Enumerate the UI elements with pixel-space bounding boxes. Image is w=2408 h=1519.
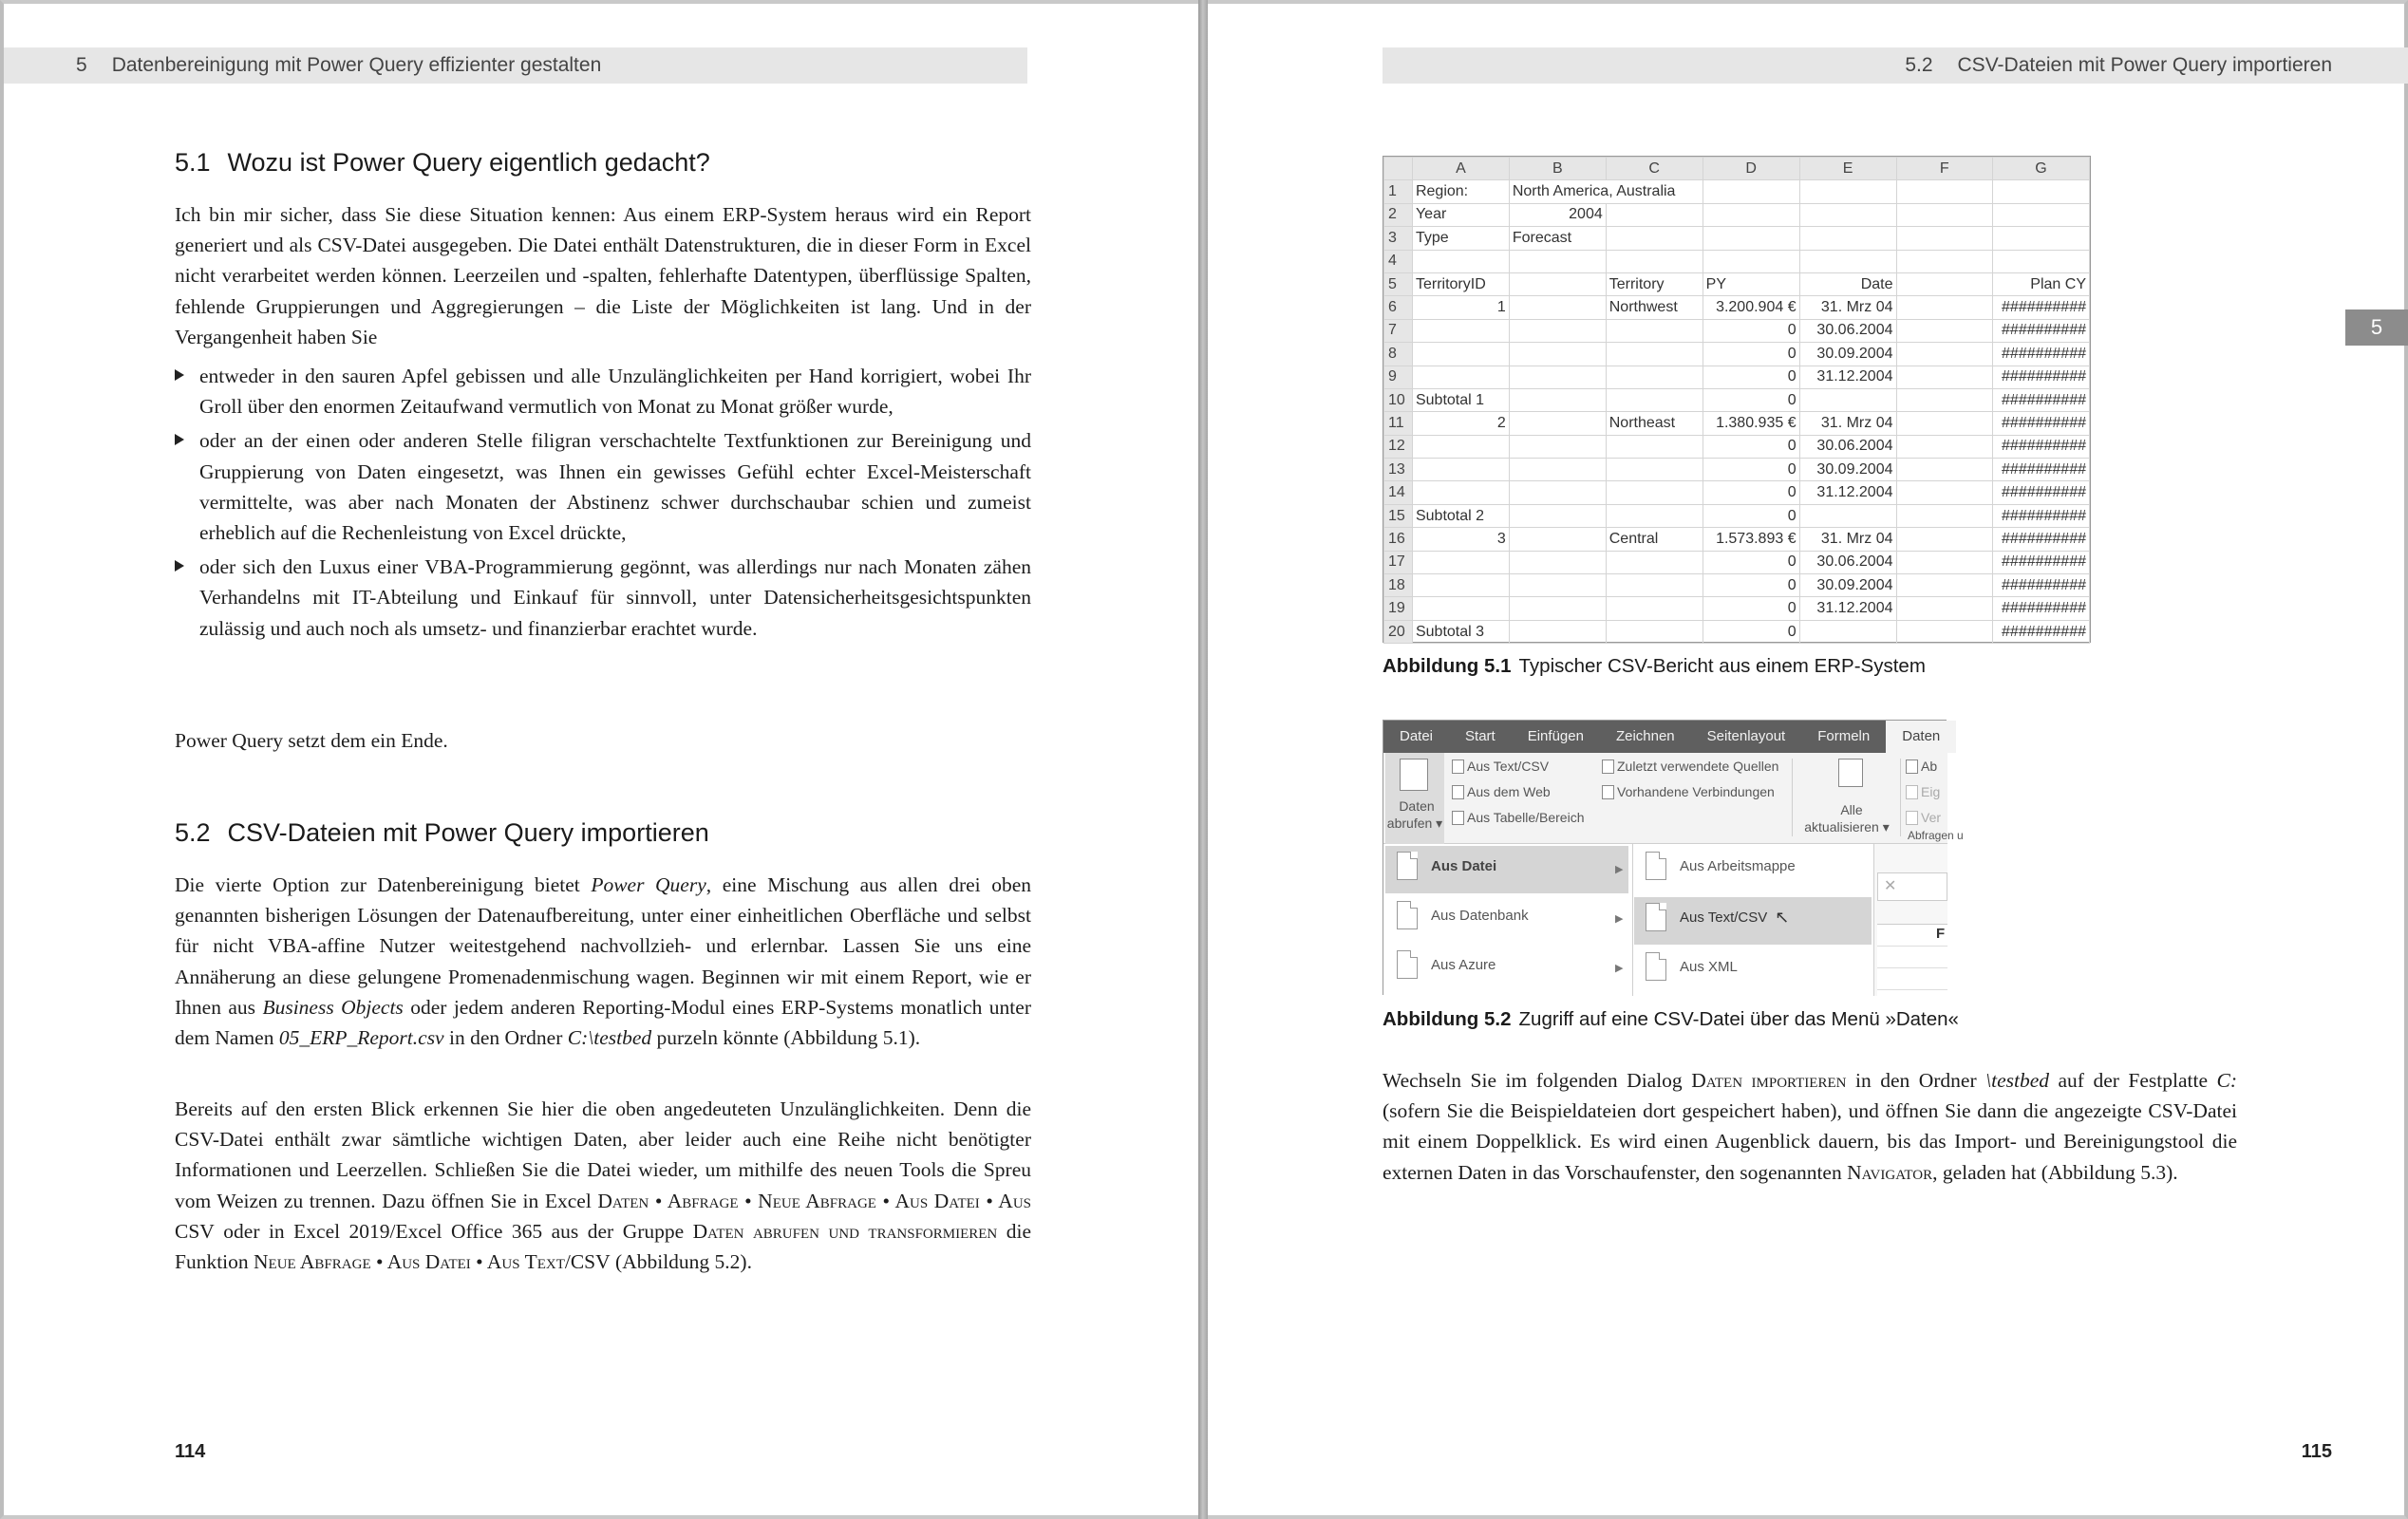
from-web-command[interactable]: Aus dem Web	[1452, 784, 1551, 799]
cell	[1412, 551, 1509, 573]
column-header: B	[1509, 158, 1606, 180]
row-header: 14	[1384, 481, 1413, 504]
row-header: 15	[1384, 504, 1413, 527]
ribbon-group-divider	[1900, 759, 1901, 836]
bullet-text: entweder in den sauren Apfel gebissen und alle Unzulänglichkeiten per Hand korrigiert, wobei Ihr Groll über den enormen Zeitaufwand vermutlich von Monat zu Monat größer wurde,	[199, 365, 1031, 419]
ribbon-tab-bar	[1383, 721, 1947, 753]
spreadsheet-row	[1384, 272, 2090, 295]
cell: 31.12.2004	[1799, 597, 1896, 620]
corner-cell	[1384, 158, 1413, 180]
running-head-section-number: 5.2	[1905, 54, 1933, 76]
cell	[1992, 203, 2089, 226]
emphasis: Business Objects	[262, 995, 404, 1019]
closing-paragraph: Power Query setzt dem ein Ende.	[175, 729, 448, 752]
cell: 30.06.2004	[1799, 319, 1896, 342]
spreadsheet-row	[1384, 459, 2090, 481]
row-header: 7	[1384, 319, 1413, 342]
cell	[1896, 366, 1992, 388]
right-page	[1208, 0, 2408, 1519]
cell	[1799, 504, 1896, 527]
row-header: 4	[1384, 250, 1413, 272]
cell	[1606, 620, 1703, 643]
cell	[1606, 435, 1703, 458]
cell: 0	[1703, 574, 1799, 597]
spreadsheet-row	[1384, 620, 2090, 643]
cell	[1606, 459, 1703, 481]
cell	[1606, 250, 1703, 272]
properties-icon	[1906, 785, 1918, 799]
column-header: D	[1703, 158, 1799, 180]
ribbon-tab-datei[interactable]: Datei	[1400, 728, 1434, 744]
menu-item-from-database[interactable]: Aus Datenbank	[1397, 901, 1529, 929]
from-table-range-command[interactable]: Aus Tabelle/Bereich	[1452, 810, 1584, 825]
submenu-arrow-icon: ▶	[1615, 913, 1624, 925]
bullet-triangle-icon	[175, 560, 184, 572]
page-number-left: 114	[175, 1441, 206, 1462]
folder-path: C:\testbed	[567, 1026, 652, 1050]
row-header: 10	[1384, 388, 1413, 411]
cell	[1412, 574, 1509, 597]
cell	[1896, 597, 1992, 620]
cell: 0	[1703, 551, 1799, 573]
cell	[1799, 180, 1896, 203]
spreadsheet-row	[1384, 597, 2090, 620]
row-header: 8	[1384, 343, 1413, 366]
cell	[1896, 481, 1992, 504]
cell	[1509, 504, 1606, 527]
ribbon-group-divider	[1792, 759, 1793, 836]
cell	[1703, 203, 1799, 226]
cell: ##########	[1992, 366, 2089, 388]
spreadsheet-row	[1384, 435, 2090, 458]
cell	[1606, 343, 1703, 366]
bullet-item	[175, 552, 1031, 644]
spreadsheet-row	[1384, 388, 2090, 411]
cell: 1.573.893 €	[1703, 528, 1799, 551]
cell: 2004	[1509, 203, 1606, 226]
cell	[1606, 597, 1703, 620]
spreadsheet-row	[1384, 504, 2090, 527]
cell	[1703, 227, 1799, 250]
cell: Subtotal 3	[1412, 620, 1509, 643]
column-header-cutoff: F	[1936, 926, 1946, 942]
cell: 0	[1703, 481, 1799, 504]
azure-icon	[1397, 950, 1418, 979]
cell	[1606, 203, 1703, 226]
cell	[1509, 250, 1606, 272]
cell: 0	[1703, 343, 1799, 366]
cell: 0	[1703, 388, 1799, 411]
cell	[1509, 620, 1606, 643]
cell	[1509, 343, 1606, 366]
figure-caption-5-2	[1383, 1008, 1959, 1031]
cell: 31. Mrz 04	[1799, 528, 1896, 551]
table-icon	[1452, 811, 1464, 825]
menu-item-from-file[interactable]: Aus Datei	[1397, 852, 1496, 880]
menu-path: Neue Abfrage • Aus Datei • Aus Text/CSV	[254, 1250, 611, 1274]
cell	[1896, 343, 1992, 366]
cell	[1896, 388, 1992, 411]
submenu-arrow-icon: ▶	[1615, 864, 1624, 875]
spreadsheet-row	[1384, 319, 2090, 342]
cell: Territory	[1606, 272, 1703, 295]
cell	[1509, 319, 1606, 342]
recent-sources-icon	[1602, 760, 1614, 774]
cell: 0	[1703, 504, 1799, 527]
cell	[1606, 319, 1703, 342]
cell	[1412, 343, 1509, 366]
cell: ##########	[1992, 459, 2089, 481]
chapter-thumb-index: 5	[2345, 309, 2408, 346]
cell: Region:	[1412, 180, 1509, 203]
cell: Northeast	[1606, 412, 1703, 435]
cell	[1896, 459, 1992, 481]
refresh-all-label-2[interactable]: aktualisieren ▾	[1804, 819, 1890, 835]
cell	[1896, 296, 1992, 319]
row-header: 2	[1384, 203, 1413, 226]
formula-bar-cancel-icon[interactable]: ✕	[1877, 872, 1947, 901]
spreadsheet-row	[1384, 528, 2090, 551]
cell: TerritoryID	[1412, 272, 1509, 295]
database-icon	[1400, 759, 1428, 791]
cell	[1896, 319, 1992, 342]
column-header: E	[1799, 158, 1896, 180]
figure-spreadsheet	[1383, 156, 2091, 643]
cell	[1509, 388, 1606, 411]
folder-path: \testbed	[1985, 1069, 2050, 1092]
section-number: 5.2	[175, 818, 211, 847]
file-icon	[1397, 852, 1418, 880]
cell	[1509, 481, 1606, 504]
spreadsheet-row	[1384, 551, 2090, 573]
cell: Subtotal 1	[1412, 388, 1509, 411]
cell: Central	[1606, 528, 1703, 551]
ribbon-tab-zeichnen[interactable]: Zeichnen	[1615, 728, 1675, 744]
cell	[1992, 250, 2089, 272]
spreadsheet-row	[1384, 180, 2090, 203]
drive-letter: C:	[2216, 1069, 2238, 1092]
column-header: F	[1896, 158, 1992, 180]
cell: 30.09.2004	[1799, 343, 1896, 366]
spreadsheet-row	[1384, 227, 2090, 250]
cell	[1896, 203, 1992, 226]
row-header: 19	[1384, 597, 1413, 620]
cell	[1992, 180, 2089, 203]
queries-group-label: Abfragen u	[1908, 829, 1964, 842]
cell	[1606, 481, 1703, 504]
section-heading-5-1	[175, 148, 710, 178]
cell	[1896, 504, 1992, 527]
section-heading-5-2	[175, 818, 709, 848]
excel-workbook-icon	[1646, 852, 1666, 880]
cell: 30.09.2004	[1799, 459, 1896, 481]
bullet-list	[175, 361, 1031, 647]
figure-caption-text: Zugriff auf eine CSV-Datei über das Menü »Daten«	[1518, 1008, 1959, 1030]
row-header: 13	[1384, 459, 1413, 481]
cell: ##########	[1992, 412, 2089, 435]
cell	[1412, 597, 1509, 620]
window-name: Navigator	[1847, 1160, 1933, 1184]
cell	[1412, 435, 1509, 458]
links-icon	[1906, 811, 1918, 825]
left-page	[0, 0, 1202, 1519]
cell	[1509, 272, 1606, 295]
cell: 31.12.2004	[1799, 366, 1896, 388]
refresh-all-label-1[interactable]: Alle	[1840, 802, 1863, 817]
cell	[1703, 250, 1799, 272]
figure-label: Abbildung 5.2	[1383, 1008, 1512, 1030]
section-title: CSV-Dateien mit Power Query importieren	[227, 818, 709, 847]
paragraph-instructions: Bereits auf den ersten Blick erkennen Sie hier die oben angedeuteten Unzulänglichkeiten. Denn die CSV-Datei enthält zwar sämtliche wichtigen Daten, aber leider auch eine Reihe nicht benötigter Informationen und Leerzellen. Schließen Sie die Datei wieder, um mithilfe des neuen Tools die Spreu vom Weizen zu trennen. Dazu öffnen Sie in Excel Daten • Abfrage • Neue Abfrage • Aus Datei • Aus CSV oder in Excel 2019/Excel Office 365 aus der Gruppe Daten abrufen und transformieren die Funktion Neue Abfrage • Aus Datei • Aus Text/CSV (Abbildung 5.2).	[175, 1097, 1032, 1274]
bullet-item	[175, 361, 1031, 422]
cell: North America, Australia	[1509, 180, 1703, 203]
cell: Type	[1412, 227, 1509, 250]
bullet-text: oder sich den Luxus einer VBA-Programmierung gegönnt, was allerdings nur nach Monaten zähen Verhandelns mit IT-Abteilung und Einkauf für sinnvoll, unter Datensicherheitsgesichtspunkten zulässig und auch noch als umsetz- und finanzierbar erachtet wurde.	[199, 555, 1031, 640]
recent-sources-command[interactable]: Zuletzt verwendete Quellen	[1602, 759, 1778, 774]
cell: 0	[1703, 597, 1799, 620]
cell: Plan CY	[1992, 272, 2089, 295]
get-data-label-1: Daten	[1399, 798, 1435, 814]
cell	[1509, 597, 1606, 620]
spreadsheet-grid	[1383, 157, 2090, 644]
queries-connections-command[interactable]: Ab	[1906, 759, 1937, 774]
cell	[1509, 366, 1606, 388]
queries-icon	[1906, 760, 1918, 774]
cell	[1412, 366, 1509, 388]
cell: ##########	[1992, 597, 2089, 620]
refresh-all-icon	[1838, 759, 1863, 787]
cell: 0	[1703, 319, 1799, 342]
running-head-chapter-number: 5	[76, 54, 87, 76]
ribbon-tab-formeln[interactable]: Formeln	[1817, 728, 1871, 744]
cell: 1	[1412, 296, 1509, 319]
submenu-item-from-xml[interactable]: Aus XML	[1646, 952, 1738, 981]
cell: ##########	[1992, 504, 2089, 527]
spreadsheet-row	[1384, 296, 2090, 319]
figure-caption-text: Typischer CSV-Bericht aus einem ERP-System	[1518, 655, 1926, 677]
xml-file-icon	[1646, 952, 1666, 981]
text-file-icon	[1646, 903, 1666, 931]
cell: Date	[1799, 272, 1896, 295]
cell	[1509, 435, 1606, 458]
page-number-right: 115	[2301, 1441, 2332, 1462]
menu-group: Daten abrufen und transformieren	[692, 1219, 998, 1243]
bullet-text: oder an der einen oder anderen Stelle filigran verschachtelte Textfunktionen zur Bereinigung und Gruppierung von Daten eingesetzt, was Ihnen ein gewisses Gefühl echter Excel-Meisterschaft vermittelte, was aber nach Monaten der Abstinenz schwer durchschaubar schien und zumeist erheblich auf die Rechenleistung von Excel drückte,	[199, 429, 1031, 545]
cell	[1896, 435, 1992, 458]
get-data-dropdown	[1383, 844, 1947, 996]
cell	[1509, 296, 1606, 319]
cell	[1799, 620, 1896, 643]
dialog-name: Daten importieren	[1691, 1069, 1847, 1092]
cell	[1606, 388, 1703, 411]
cell: Forecast	[1509, 227, 1606, 250]
mouse-cursor-icon: ↖	[1775, 907, 1790, 927]
ribbon-tab-start[interactable]: Start	[1465, 728, 1496, 744]
row-header: 12	[1384, 435, 1413, 458]
cell: Year	[1412, 203, 1509, 226]
running-head-right	[1383, 47, 2408, 84]
row-header: 16	[1384, 528, 1413, 551]
cell: 31. Mrz 04	[1799, 412, 1896, 435]
cell: PY	[1703, 272, 1799, 295]
from-text-csv-command[interactable]: Aus Text/CSV	[1452, 759, 1549, 774]
figure-caption-5-1	[1383, 655, 1926, 678]
cell: Subtotal 2	[1412, 504, 1509, 527]
running-head-left	[4, 47, 1027, 84]
cell: 30.09.2004	[1799, 574, 1896, 597]
cell: ##########	[1992, 620, 2089, 643]
cell: 3	[1412, 528, 1509, 551]
cell: ##########	[1992, 435, 2089, 458]
cell: 0	[1703, 620, 1799, 643]
spreadsheet-body	[1384, 180, 2090, 644]
cell	[1412, 481, 1509, 504]
spreadsheet-row	[1384, 343, 2090, 366]
spreadsheet-row	[1384, 203, 2090, 226]
running-head-chapter-title: Datenbereinigung mit Power Query effizienter gestalten	[111, 54, 602, 76]
cell: 0	[1703, 459, 1799, 481]
cell: ##########	[1992, 343, 2089, 366]
cell	[1799, 227, 1896, 250]
get-data-label-2: abrufen ▾	[1386, 816, 1443, 831]
cell	[1412, 250, 1509, 272]
existing-connections-command[interactable]: Vorhandene Verbindungen	[1602, 784, 1775, 799]
figure-label: Abbildung 5.1	[1383, 655, 1512, 677]
section-number: 5.1	[175, 148, 211, 177]
emphasis: Power Query	[591, 873, 706, 896]
database-icon	[1397, 901, 1418, 929]
cell	[1606, 504, 1703, 527]
cell	[1896, 227, 1992, 250]
row-header: 9	[1384, 366, 1413, 388]
cell	[1896, 180, 1992, 203]
section-title: Wozu ist Power Query eigentlich gedacht?	[227, 148, 710, 177]
bullet-item	[175, 425, 1031, 548]
cell	[1896, 574, 1992, 597]
cell: ##########	[1992, 574, 2089, 597]
cell	[1896, 528, 1992, 551]
cell	[1606, 574, 1703, 597]
row-header: 20	[1384, 620, 1413, 643]
cell	[1799, 203, 1896, 226]
cell	[1412, 319, 1509, 342]
column-header-row	[1384, 158, 2090, 180]
cell: ##########	[1992, 296, 2089, 319]
cell: ##########	[1992, 319, 2089, 342]
paragraph-navigator: Wechseln Sie im folgenden Dialog Daten importieren in den Ordner \testbed auf der Festplatte C: (sofern Sie die Beispieldateien dort gespeichert haben), und öffnen Sie dann die angezeigte CSV-Datei mit einem Doppelklick. Es wird einen Augenblick dauern, bis das Import- und Bereinigungstool die externen Daten in das Vorschaufenster, den sogenannten Navigator, geladen hat (Abbildung 5.3).	[1383, 1069, 2238, 1184]
cell: 30.06.2004	[1799, 551, 1896, 573]
running-head-section-title: CSV-Dateien mit Power Query importieren	[1957, 54, 2332, 76]
cell	[1799, 388, 1896, 411]
edit-links-command[interactable]: Ver	[1906, 810, 1941, 825]
spreadsheet-row	[1384, 574, 2090, 597]
cell	[1509, 574, 1606, 597]
submenu-divider	[1632, 844, 1633, 996]
spreadsheet-row	[1384, 412, 2090, 435]
cell	[1703, 180, 1799, 203]
bullet-triangle-icon	[175, 369, 184, 381]
row-header: 17	[1384, 551, 1413, 573]
ribbon-body	[1383, 753, 1964, 844]
cell	[1896, 620, 1992, 643]
cell	[1896, 412, 1992, 435]
row-header: 1	[1384, 180, 1413, 203]
cell: 2	[1412, 412, 1509, 435]
cell: 31.12.2004	[1799, 481, 1896, 504]
cell	[1509, 412, 1606, 435]
row-header: 3	[1384, 227, 1413, 250]
cell: 0	[1703, 435, 1799, 458]
spreadsheet-row	[1384, 481, 2090, 504]
cell	[1799, 250, 1896, 272]
row-header: 11	[1384, 412, 1413, 435]
row-header: 6	[1384, 296, 1413, 319]
cell	[1992, 227, 2089, 250]
submenu-item-from-text-csv[interactable]: Aus Text/CSV ↖	[1646, 903, 1789, 931]
column-header: A	[1412, 158, 1509, 180]
figure-excel-ribbon	[1383, 720, 1964, 995]
cell	[1606, 551, 1703, 573]
ribbon-tab-einfügen[interactable]: Einfügen	[1527, 728, 1584, 744]
cell	[1509, 459, 1606, 481]
column-header: C	[1606, 158, 1703, 180]
row-header: 18	[1384, 574, 1413, 597]
intro-paragraph: Ich bin mir sicher, dass Sie diese Situation kennen: Aus einem ERP-System heraus wird ein Report generiert und als CSV-Datei ausgegeben. Die Datei enthält Datenstrukturen, die in dieser Form in Excel nicht verarbeitet werden können. Leerzeilen und -spalten, fehlerhafte Datentypen, überflüssige Spalten, fehlende Gruppierungen und Aggregierungen – die Liste der Möglichkeiten ist lang. Und in der Vergangenheit haben Sie	[175, 203, 1031, 348]
ribbon-tab-seitenlayout[interactable]: Seitenlayout	[1706, 728, 1786, 744]
file-name: 05_ERP_Report.csv	[278, 1026, 444, 1050]
submenu-item-from-workbook[interactable]: Aus Arbeitsmappe	[1646, 852, 1796, 880]
cell: 31. Mrz 04	[1799, 296, 1896, 319]
cell: Northwest	[1606, 296, 1703, 319]
paragraph-power-query-intro: Die vierte Option zur Datenbereinigung bietet Power Query, eine Mischung aus allen drei oben genannten bisherigen Lösungen der Datenaufbereitung, unter einer einheitlichen Oberfläche und selbst für nicht VBA-affine Nutzer weitestgehend nachvollzieh- und erlernbar. Lassen Sie uns eine Annäherung an diese gelungene Promenadenmischung wagen. Beginnen wir mit einem Report, wie er Ihnen aus Business Objects oder jedem anderen Reporting-Modul eines ERP-Systems monatlich unter dem Namen 05_ERP_Report.csv in den Ordner C:\testbed purzeln könnte (Abbildung 5.1).	[175, 873, 1031, 1050]
cell	[1509, 551, 1606, 573]
cell: ##########	[1992, 481, 2089, 504]
cell	[1509, 528, 1606, 551]
cell: ##########	[1992, 388, 2089, 411]
menu-item-from-azure[interactable]: Aus Azure	[1397, 950, 1496, 979]
column-header: G	[1992, 158, 2089, 180]
text-file-icon	[1452, 760, 1464, 774]
submenu-arrow-icon: ▶	[1615, 963, 1624, 974]
cell	[1896, 250, 1992, 272]
cell: 0	[1703, 366, 1799, 388]
ribbon-tab-daten[interactable]: Daten	[1886, 721, 1956, 753]
properties-command[interactable]: Eig	[1906, 784, 1940, 799]
row-header: 5	[1384, 272, 1413, 295]
cell: 1.380.935 €	[1703, 412, 1799, 435]
cell: 30.06.2004	[1799, 435, 1896, 458]
cell	[1896, 272, 1992, 295]
cell: ##########	[1992, 528, 2089, 551]
spreadsheet-row	[1384, 250, 2090, 272]
cell	[1412, 459, 1509, 481]
spreadsheet-row	[1384, 366, 2090, 388]
connections-icon	[1602, 785, 1614, 799]
cell: 3.200.904 €	[1703, 296, 1799, 319]
cell	[1896, 551, 1992, 573]
web-icon	[1452, 785, 1464, 799]
bullet-triangle-icon	[175, 434, 184, 445]
cell: ##########	[1992, 551, 2089, 573]
cell	[1606, 366, 1703, 388]
cell	[1606, 227, 1703, 250]
menu-path: Daten • Abfrage • Neue Abfrage • Aus Datei • Aus CSV	[175, 1189, 1032, 1243]
